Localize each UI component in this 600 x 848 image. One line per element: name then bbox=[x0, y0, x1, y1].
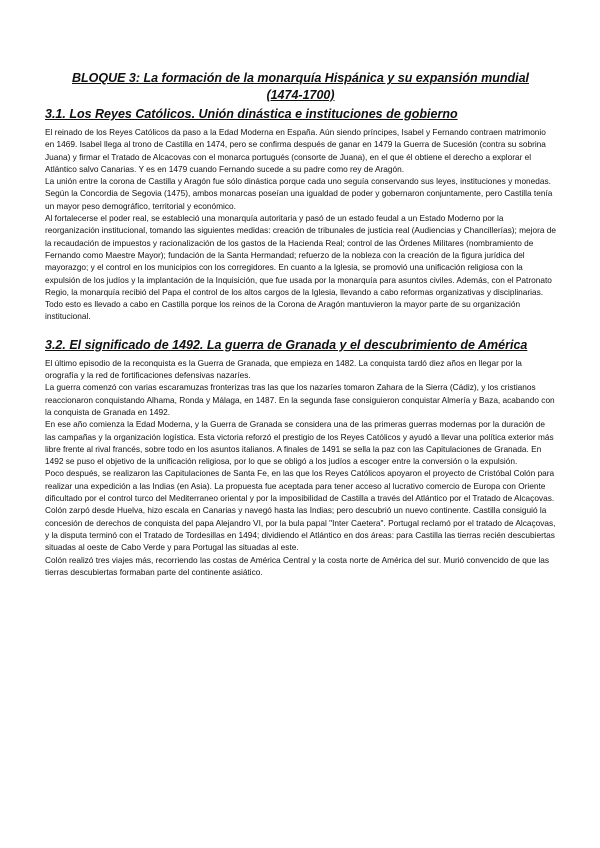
section-2-heading: 3.2. El significado de 1492. La guerra de Granada y el descubrimiento de América bbox=[45, 337, 528, 352]
section-1-heading: 3.1. Los Reyes Católicos. Unión dinástica e instituciones de gobierno bbox=[45, 107, 458, 121]
section-1 bbox=[45, 106, 556, 323]
section-1-paragraph-2: La unión entre la corona de Castilla y Aragón fue sólo dinástica porque cada uno seguía conservando sus leyes, instituciones y monedas. Según la Concordia de Segovia (1475), ambos monarcas poseían una igualdad de poder y gobernaron conjuntamente, pero Castilla tenía un mayor peso demográfico, territorial y económico. bbox=[45, 176, 553, 211]
section-2-paragraph-1: El último episodio de la reconquista es la Guerra de Granada, que empieza en 1482. La conquista tardó diez años en llegar por la orografía y la red de fortificaciones defensivas nazaríes. bbox=[45, 357, 522, 381]
section-2-paragraph-3: En ese año comienza la Edad Moderna, y la Guerra de Granada se considera una de las primeras guerras modernas por la duración de las campañas y la organización logística. Esta victoria reforzó el prestigio de los Reyes Católicos y ayudó a llevar una política exterior más libre frente al rival francés, sobre todo en los asuntos italianos. A finales de 1491 se sella la paz con las Capitulaciones de Granada. En 1492 se puso el objetivo de la unificación religiosa, por lo que se obligó a los judíos a escoger entre la conversión o la expulsión. bbox=[45, 419, 554, 467]
section-2-paragraph-2: La guerra comenzó con varias escaramuzas fronterizas tras las que los nazaríes tomaron Zahara de la Sierra (Cádiz), y los cristianos reaccionaron conquistando Alhama, Ronda y Málaga, en 1487. En la segunda fase consiguieron conquistar Almería y Baza, acabando con la conquista de Granada en 1492. bbox=[45, 382, 555, 417]
section-2-paragraph-5: Colón realizó tres viajes más, recorriendo las costas de América Central y la costa norte de América del sur. Murió convencido de que las tierras descubiertas formaban parte del continente asiático. bbox=[45, 554, 550, 577]
section-2-paragraph-4: Poco después, se realizaron las Capitulaciones de Santa Fe, en las que los Reyes Católicos apoyaron el proyecto de Cristóbal Colón para realizar una expedición a las Indias (en Asia). La propuesta fue aceptada para tener acceso al lucrativo comercio de Europa con Oriente dificultado por el control turco del Mediterraneo oriental y por la imposibilidad de Castilla a través del Atlántico por el Tratado de Alcaçovas. Colón zarpó desde Huelva, hizo escala en Canarias y navegó hasta las Indias; pero descubrió un nuevo continente. Castilla consiguió la concesión de derechos de conquista del papa Alejandro VI, por la bula papal "Inter Caetera". Portugal reclamó por el tratado de Alcaçovas, y la disputa terminó con el Tratado de Tordesillas en 1494; dividiendo el Atlántico en dos áreas: para Castilla las tierras recién descubiertas situadas al oeste de Cabo Verde y para Portugal las situadas al este. bbox=[45, 468, 556, 553]
document-title bbox=[45, 70, 556, 104]
document-title-line-1: BLOQUE 3: La formación de la monarquía Hispánica y su expansión mundial bbox=[71, 71, 530, 85]
section-1-paragraph-1: El reinado de los Reyes Católicos da paso a la Edad Moderna en España. Aún siendo príncipes, Isabel y Fernando contraen matrimonio en 1469. Isabel llega al trono de Castilla en 1474, pero se confirma después de ganar en 1479 la Guerra de Sucesión (contra su sobrina Juana) y firmar el Tratado de Alcacovas con el monarca portugués (consorte de Juana), en el que él obtiene el derecho a explorar el Atlántico salvo Canarias. Y es en 1479 cuando Fernando sucede a su padre como rey de Aragón. bbox=[45, 127, 546, 174]
section-1-paragraph-3: Al fortalecerse el poder real, se estableció una monarquía autoritaria y pasó de un estado feudal a un Estado Moderno por la reorganización institucional, tomando las siguientes medidas: creación de tribunales de justicia real (Audiencias y Chancillerías); mejora de la recaudación de impuestos y racionalización de los gastos de la Hacienda Real; control de las Órdenes Militares (nombramiento de Fernando como Maestre Mayor); fundación de la Santa Hermandad; refuerzo de la nobleza con la creación de la figura jurídica del mayorazgo; y el control en los municipios con los corregidores. En cuanto a la Iglesia, se promovió una unificación religiosa con la expulsión de los judíos y la implantación de la Inquisición, que fue usada por la monarquía para asuntos civiles. Además, con el Patronato Regio, la monarquía recibió del Papa el control de los altos cargos de la Iglesia, llevando a cabo reformas organizativas y disciplinarias. Todo esto es llevado a cabo en Castilla porque los reinos de la Corona de Aragón mantuvieron la mayor parte de su organización institucional. bbox=[45, 213, 556, 322]
section-2 bbox=[45, 337, 556, 578]
document-title-line-2: (1474-1700) bbox=[266, 88, 335, 102]
